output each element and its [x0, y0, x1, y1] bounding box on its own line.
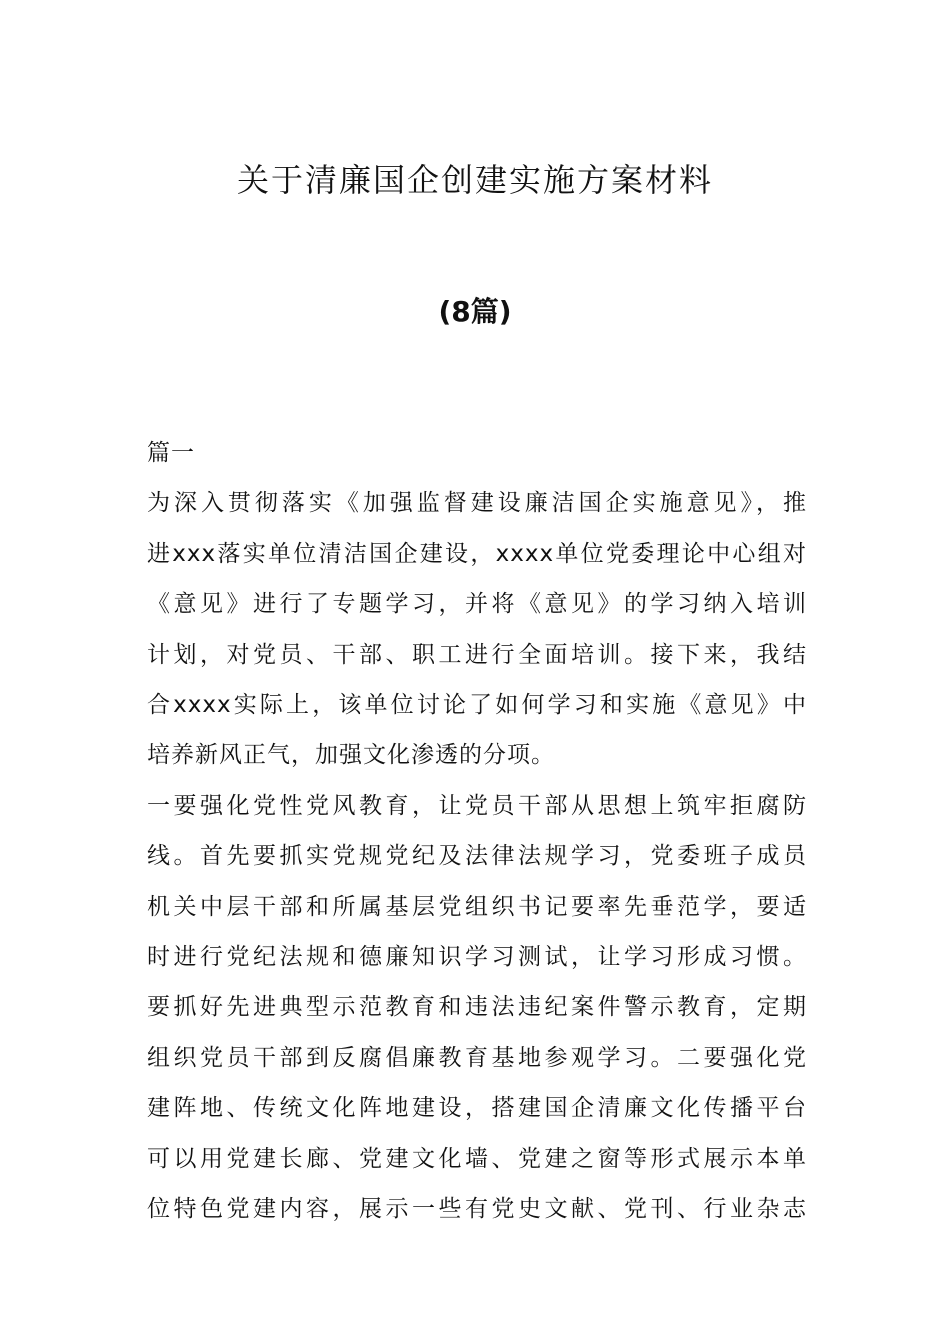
paragraph-line: 合xxxx实际上，该单位讨论了如何学习和实施《意见》中 — [147, 692, 807, 719]
paragraph-line: 进xxx落实单位清洁国企建设，xxxx单位党委理论中心组对 — [147, 540, 807, 567]
section-label: 篇一 — [147, 440, 195, 466]
paragraph-line: 为深入贯彻落实《加强监督建设廉洁国企实施意见》，推 — [147, 490, 807, 517]
document-subtitle: (8篇) — [438, 295, 512, 328]
paragraph-line: 建阵地、传统文化阵地建设，搭建国企清廉文化传播平台 — [147, 1095, 807, 1122]
paragraph-line: 时进行党纪法规和德廉知识学习测试，让学习形成习惯。 — [147, 944, 807, 971]
paragraph-line: 组织党员干部到反腐倡廉教育基地参观学习。二要强化党 — [147, 1044, 807, 1071]
paragraph-line: 计划，对党员、干部、职工进行全面培训。接下来，我结 — [147, 641, 807, 668]
paragraph-line: 要抓好先进典型示范教育和违法违纪案件警示教育，定期 — [147, 994, 807, 1021]
paragraph-2 — [147, 781, 807, 1235]
document-title: 关于清廉国企创建实施方案材料 — [236, 161, 713, 199]
paragraph-line: 《意见》进行了专题学习，并将《意见》的学习纳入培训 — [147, 591, 807, 618]
document-body — [147, 428, 807, 1235]
paragraph-line: 培养新风正气，加强文化渗透的分项。 — [147, 742, 555, 769]
paragraph-line: 机关中层干部和所属基层党组织书记要率先垂范学，要适 — [147, 893, 807, 920]
paragraph-line: 一要强化党性党风教育，让党员干部从思想上筑牢拒腐防 — [147, 792, 807, 819]
paragraph-line: 线。首先要抓实党规党纪及法律法规学习，党委班子成员 — [147, 843, 807, 870]
paragraph-1 — [147, 478, 807, 780]
paragraph-line: 可以用党建长廊、党建文化墙、党建之窗等形式展示本单 — [147, 1145, 807, 1172]
paragraph-line: 位特色党建内容，展示一些有党史文献、党刊、行业杂志 — [147, 1196, 807, 1223]
